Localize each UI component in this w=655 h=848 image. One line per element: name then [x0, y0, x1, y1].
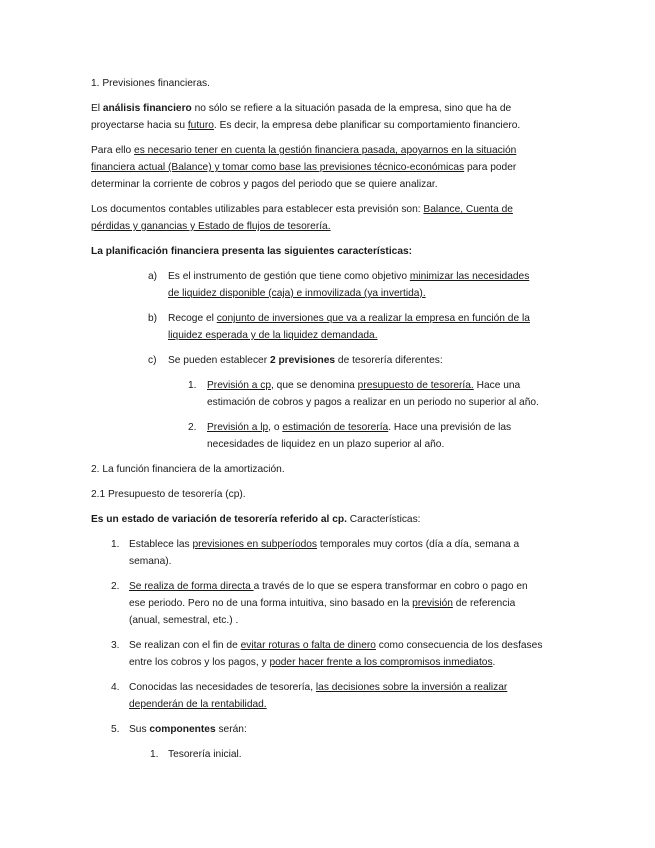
feature2-line3: (anual, semestral, etc.) . — [129, 615, 239, 626]
feature3-line2: entre los cobros y los pagos, y poder hacer frente a los compromisos inmediatos. — [129, 657, 496, 668]
feature-marker-3: 3. — [111, 640, 120, 651]
planning-c1-line2: estimación de cobros y pagos a realizar en un periodo no superior al año. — [207, 397, 539, 408]
feature-marker-2: 2. — [111, 581, 120, 592]
intro-p2-line2: financiera actual (Balance) y tomar como base las previsiones técnico-económicas para poder — [91, 162, 517, 173]
planning-c1-line1: Previsión a cp, que se denomina presupuesto de tesorería. Hace una — [207, 380, 521, 391]
feature5-line1: Sus componentes serán: — [129, 724, 247, 735]
planning-c2-line1: Previsión a lp, o estimación de tesorería. Hace una previsión de las — [207, 422, 512, 433]
planning-c2-line2: necesidades de liquidez en un plazo superior al año. — [207, 439, 445, 450]
section2-subtitle: 2.1 Presupuesto de tesorería (cp). — [91, 489, 246, 500]
feature-marker-5: 5. — [111, 724, 120, 735]
list-marker-a: a) — [148, 271, 158, 282]
feature-marker-4: 4. — [111, 682, 120, 693]
planning-c-line1: Se pueden establecer 2 previsiones de tesorería diferentes: — [168, 355, 443, 366]
feature2-line1: Se realiza de forma directa a través de lo que se espera transformar en cobro o pago en — [129, 581, 528, 592]
section2-definition: Es un estado de variación de tesorería referido al cp. Características: — [91, 514, 421, 525]
feature-marker-1: 1. — [111, 539, 120, 550]
feature2-line2: ese periodo. Pero no de una forma intuitiva, sino basado en la previsión de referencia — [129, 598, 516, 609]
intro-p2-line1: Para ello es necesario tener en cuenta la gestión financiera pasada, apoyarnos en la situación — [91, 145, 517, 156]
planning-a-line1: Es el instrumento de gestión que tiene como objetivo minimizar las necesidades — [168, 271, 530, 282]
intro-p3-line1: Los documentos contables utilizables para establecer esta previsión son: Balance, Cuenta de — [91, 204, 513, 215]
list-marker-c: c) — [148, 355, 157, 366]
feature4-line1: Conocidas las necesidades de tesorería, las decisiones sobre la inversión a realizar — [129, 682, 508, 693]
planning-b-line2: liquidez esperada y de la liquidez demandada. — [168, 330, 378, 341]
intro-p1-line2: proyectarse hacia su futuro. Es decir, la empresa debe planificar su comportamiento financiero. — [91, 120, 521, 131]
planning-heading: La planificación financiera presenta las siguientes características: — [91, 246, 413, 257]
feature1-line1: Establece las previsiones en subperíodos temporales muy cortos (día a día, semana a — [129, 539, 520, 550]
feature5-sub1-line1: Tesorería inicial. — [168, 749, 242, 760]
intro-p1-line1: El análisis financiero no sólo se refiere a la situación pasada de la empresa, sino que ha de — [91, 103, 512, 114]
feature4-line2: dependerán de la rentabilidad. — [129, 699, 267, 710]
planning-a-line2: de liquidez disponible (caja) e inmovilizada (ya invertida). — [168, 288, 426, 299]
planning-b-line1: Recoge el conjunto de inversiones que va a realizar la empresa en función de la — [168, 313, 530, 324]
section2-title: 2. La función financiera de la amortización. — [91, 464, 285, 475]
feature1-line2: semana). — [129, 556, 172, 567]
feature3-line1: Se realizan con el fin de evitar roturas o falta de dinero como consecuencia de los desfases — [129, 640, 543, 651]
section-title: 1. Previsiones financieras. — [91, 78, 210, 89]
intro-p3-line2: pérdidas y ganancias y Estado de flujos de tesorería. — [91, 221, 331, 232]
intro-p2-line3: determinar la corriente de cobros y pagos del periodo que se quiere analizar. — [91, 179, 438, 190]
sublist-marker-1: 1. — [188, 380, 197, 391]
feature5-sub-marker-1: 1. — [150, 749, 159, 760]
list-marker-b: b) — [148, 313, 158, 324]
sublist-marker-2: 2. — [188, 422, 197, 433]
